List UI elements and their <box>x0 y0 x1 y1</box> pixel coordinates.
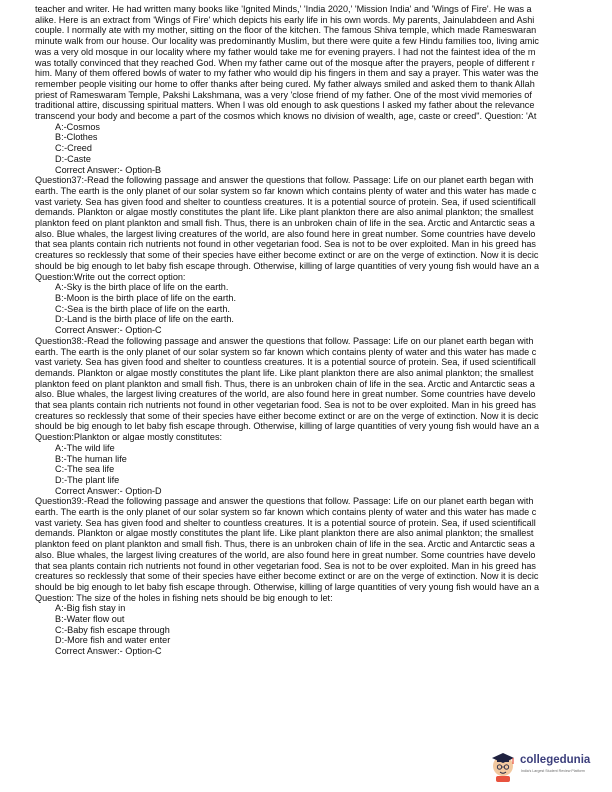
text-line: creatures so recklessly that some of their species have either become extinct or are on the verge of extinction. Now it is decic <box>35 250 539 261</box>
text-line: plankton feed on plant plankton and small fish. Thus, there is an unbroken chain of life in the sea. Arctic and Antarctic seas a <box>35 378 535 389</box>
text-line: earth. The earth is the only planet of our solar system so far known which contains plenty of water and this water has made c <box>35 507 537 518</box>
text-line: teacher and writer. He had written many books like 'Ignited Minds,' 'India 2020,' 'Mission India' and 'Wings of Fire'. He was a <box>35 4 532 14</box>
text-line: creatures so recklessly that some of their species have either become extinct or are on the verge of extinction. Now it is decic <box>35 571 539 582</box>
text-line: Question39:-Read the following passage and answer the questions that follow. Passage: Life on our planet earth began with <box>35 496 534 507</box>
text-line: demands. Plankton or algae mostly constitutes the plant life. Like plant plankton there are also animal plankton; the smallest <box>35 367 534 378</box>
logo-wordmark: collegedunia <box>520 754 591 766</box>
text-line: traditional attire, discussing spiritual matters. When I was old enough to ask questions I asked my father about the relevance <box>35 100 535 111</box>
answer-option: D:-More fish and water enter <box>55 635 171 646</box>
answer-option: A:-Cosmos <box>55 121 100 132</box>
logo-tagline: India's Largest Student Review Platform <box>521 769 585 773</box>
text-line: earth. The earth is the only planet of our solar system so far known which contains plenty of water and this water has made c <box>35 346 537 357</box>
document-text <box>35 4 612 657</box>
answer-option: B:-Clothes <box>55 132 98 143</box>
answer-option: C:-Creed <box>55 143 92 154</box>
correct-answer: Correct Answer:- Option-C <box>55 325 162 336</box>
answer-option: A:-Big fish stay in <box>55 603 126 614</box>
text-line: plankton feed on plant plankton and small fish. Thus, there is an unbroken chain of life in the sea. Arctic and Antarctic seas a <box>35 539 535 550</box>
text-line: alike. Here is an extract from 'Wings of Fire' which depicts his early life in his own words. My parents, Jainulabdeen and Ashi <box>35 14 535 25</box>
text-line: vast variety. Sea has given food and shelter to countless creatures. It is a potential source of protein. Sea, if used scientificall <box>35 196 536 207</box>
collegedunia-logo <box>488 748 606 782</box>
answer-option: A:-Sky is the birth place of life on the earth. <box>55 282 229 293</box>
text-line: vast variety. Sea has given food and shelter to countless creatures. It is a potential source of protein. Sea, if used scientificall <box>35 357 536 368</box>
text-line: priest of Rameswaram Temple, Pakshi Lakshmana, was a very 'close friend of my father. One of the most vivid memories of <box>35 89 532 100</box>
text-line: Question:Plankton or algae mostly constitutes: <box>35 432 223 443</box>
graduate-mascot-icon <box>488 748 518 782</box>
text-line: should be big enough to let baby fish escape through. Otherwise, killing of large quantities of very young fish would have an a <box>35 421 540 432</box>
text-line: plankton feed on plant plankton and small fish. Thus, there is an unbroken chain of life in the sea. Arctic and Antarctic seas a <box>35 218 535 229</box>
answer-option: D:-The plant life <box>55 474 120 485</box>
text-line: demands. Plankton or algae mostly constitutes the plant life. Like plant plankton there are also animal plankton; the smallest <box>35 528 534 539</box>
text-line: earth. The earth is the only planet of our solar system so far known which contains plenty of water and this water has made c <box>35 185 537 196</box>
answer-option: B:-The human life <box>55 453 127 464</box>
text-line: also. Blue whales, the largest living creatures of the world, are also found here in great number. Some countries have develo <box>35 389 536 400</box>
text-line: should be big enough to let baby fish escape through. Otherwise, killing of large quantities of very young fish would have an a <box>35 260 540 271</box>
text-line: creatures so recklessly that some of their species have either become extinct or are on the verge of extinction. Now it is decic <box>35 410 539 421</box>
correct-answer: Correct Answer:- Option-B <box>55 164 162 175</box>
text-line: transcend your body and become a part of the cosmos which knows no division of wealth, age, caste or creed". Question: 'At <box>35 111 537 122</box>
text-line: that sea plants contain rich nutrients not found in other vegetarian food. Sea is not to be over exploited. Man in his greed has <box>35 400 536 411</box>
text-line: Question:Write out the correct option: <box>35 271 186 282</box>
text-line: him. Many of them offered bowls of water to my father who would dip his fingers in them and say a prayer. This water was the <box>35 68 539 79</box>
answer-option: C:-The sea life <box>55 464 115 475</box>
text-line: Question37:-Read the following passage and answer the questions that follow. Passage: Life on our planet earth began with <box>35 175 534 186</box>
text-line: remember people visiting our home to offer thanks after being cured. My father always smiled and asked them to thank Allah <box>35 78 535 89</box>
answer-option: C:-Baby fish escape through <box>55 624 170 635</box>
text-line: Question38:-Read the following passage and answer the questions that follow. Passage: Life on our planet earth began with <box>35 335 534 346</box>
answer-option: D:-Land is the birth place of life on the earth. <box>55 314 234 325</box>
answer-option: B:-Moon is the birth place of life on the earth. <box>55 292 236 303</box>
answer-option: C:-Sea is the birth place of life on the earth. <box>55 303 230 314</box>
text-line: also. Blue whales, the largest living creatures of the world, are also found here in great number. Some countries have develo <box>35 228 536 239</box>
text-line: that sea plants contain rich nutrients not found in other vegetarian food. Sea is not to be over exploited. Man in his greed has <box>35 560 536 571</box>
answer-option: D:-Caste <box>55 153 91 164</box>
correct-answer: Correct Answer:- Option-C <box>55 646 162 657</box>
text-line: should be big enough to let baby fish escape through. Otherwise, killing of large quantities of very young fish would have an a <box>35 581 540 592</box>
text-line: Question: The size of the holes in fishing nets should be big enough to let: <box>35 592 333 603</box>
text-line: also. Blue whales, the largest living creatures of the world, are also found here in great number. Some countries have develo <box>35 549 536 560</box>
correct-answer: Correct Answer:- Option-D <box>55 485 162 496</box>
text-line: minute walk from our house. Our locality was predominantly Muslim, but there were quite a few Hindu families too, living amic <box>35 36 539 47</box>
answer-option: B:-Water flow out <box>55 614 125 625</box>
text-line: was a very old mosque in our locality where my father would take me for evening prayers. I had not the faintest idea of the m <box>35 46 536 57</box>
text-line: that sea plants contain rich nutrients not found in other vegetarian food. Sea is not to be over exploited. Man in his greed has <box>35 239 536 250</box>
text-line: demands. Plankton or algae mostly constitutes the plant life. Like plant plankton there are also animal plankton; the smallest <box>35 207 534 218</box>
answer-option: A:-The wild life <box>55 442 115 453</box>
text-line: couple. I normally ate with my mother, sitting on the floor of the kitchen. The famous Shiva temple, which made Rameswaran <box>35 25 537 36</box>
text-line: vast variety. Sea has given food and shelter to countless creatures. It is a potential source of protein. Sea, if used scientificall <box>35 517 536 528</box>
text-line: was totally convinced that they reached God. When my father came out of the mosque after the prayers, people of different r <box>35 57 535 68</box>
